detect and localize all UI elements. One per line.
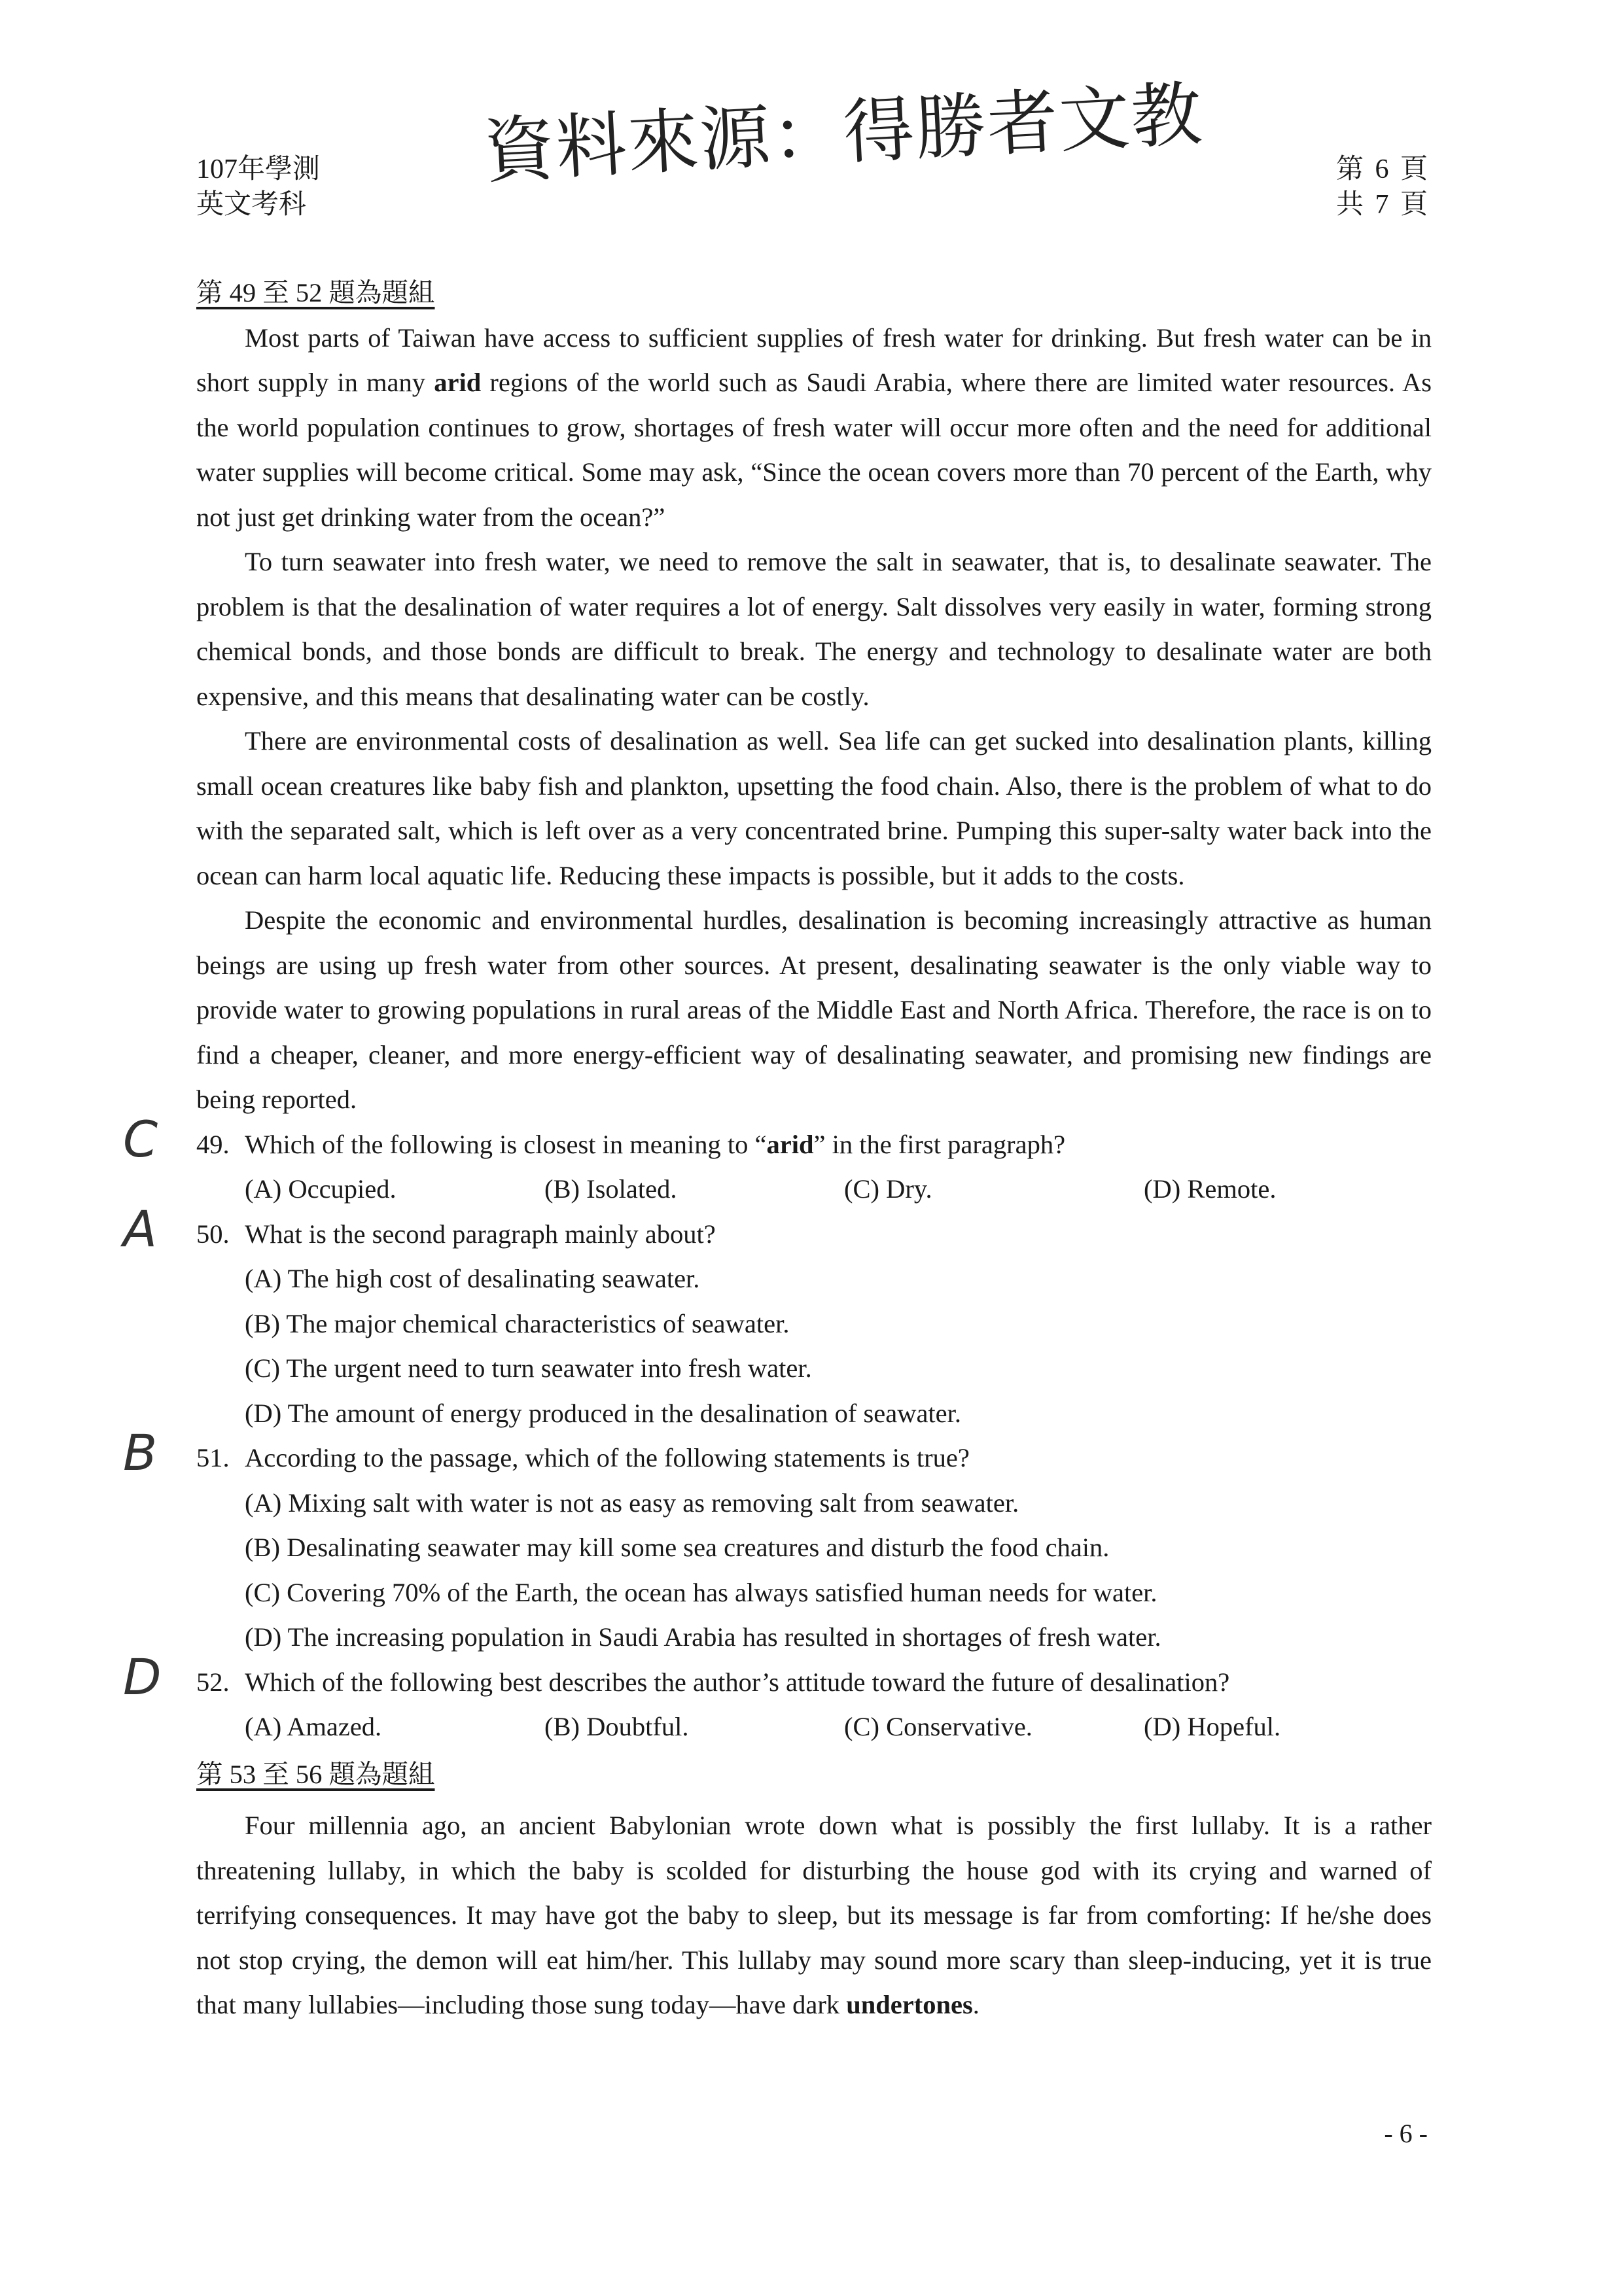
option-d: (D) Hopeful.	[1144, 1712, 1281, 1741]
option-b: (B) The major chemical characteristics of seawater.	[245, 1308, 790, 1338]
total-pages	[1336, 187, 1428, 222]
question-number: 50.	[196, 1219, 230, 1249]
passage-paragraph-4: Despite the economic and environmental hurdles, desalination is becoming increasingly attractive as human beings are using up fresh water from other sources. At present, desalinating seawater is the only viable way to provide water to growing populations in rural areas of the Middle East and North Africa. Therefore, the race is on to find a cheaper, cleaner, and more energy-efficient way of desalinating seawater, and promising new findings are being reported.	[196, 905, 1432, 1114]
exam-content	[123, 271, 1432, 2028]
option-b: (B) Doubtful.	[544, 1712, 689, 1741]
handwritten-answer: D	[123, 1647, 162, 1706]
exam-year-title: 107年學測	[196, 154, 321, 184]
passage-paragraph-lullaby: Four millennia ago, an ancient Babylonian wrote down what is possibly the first lullaby. It is a rather threatening lullaby, in which the baby is scolded for disturbing the house god with its crying and warned of terrifying consequences. It may have got the baby to sleep, but its message is far from comforting: If he/she does not stop crying, the demon will eat him/her. This lullaby may sound more scary than sleep-inducing, yet it is true that many lullabies—including those sung today—have dark undertones.	[196, 1811, 1432, 2019]
passage-paragraph-3: There are environmental costs of desalination as well. Sea life can get sucked into desalination plants, killing small ocean creatures like baby fish and plankton, upsetting the food chain. Also, there is the problem of what to do with the separated salt, which is left over as a very concentrated brine. Pumping this super-salty water back into the ocean can harm local aquatic life. Reducing these impacts is possible, but it adds to the costs.	[196, 726, 1432, 890]
page-label: 第	[1335, 154, 1364, 184]
page-label-suffix: 頁	[1400, 154, 1428, 184]
keyword-undertones: undertones	[846, 1990, 973, 2019]
total-label: 共	[1335, 190, 1364, 220]
keyword-arid: arid	[434, 368, 482, 397]
handwritten-answer: B	[123, 1423, 158, 1482]
option-a: (A) The high cost of desalinating seawater.	[245, 1264, 700, 1293]
question-49	[123, 1109, 1432, 1212]
question-stem: 51. According to the passage, which of the following statements is true?	[196, 1436, 1432, 1481]
question-number: 52.	[196, 1667, 230, 1697]
option-a: (A) Occupied.	[245, 1174, 397, 1204]
exam-subject: 英文考科	[196, 190, 307, 220]
option-a: (A) Mixing salt with water is not as easy as removing salt from seawater.	[245, 1487, 1019, 1518]
handwritten-answer: C	[123, 1109, 158, 1168]
handwritten-answer: A	[123, 1199, 157, 1258]
option-b: (B) Desalinating seawater may kill some sea creatures and disturb the food chain.	[245, 1533, 1110, 1562]
option-b: (B) Isolated.	[544, 1174, 677, 1204]
options-row	[196, 1167, 1432, 1212]
options-row	[196, 1705, 1432, 1750]
option-d: (D) The increasing population in Saudi Arabia has resulted in shortages of fresh water.	[245, 1622, 1161, 1652]
handwritten-source-note: 資料來源：得勝者文教	[482, 73, 1205, 193]
exam-header	[196, 152, 320, 222]
question-52	[123, 1647, 1432, 1750]
question-number: 49.	[196, 1129, 230, 1159]
option-a: (A) Amazed.	[245, 1712, 382, 1741]
question-50	[123, 1199, 1432, 1436]
page-number: 6	[1375, 154, 1389, 184]
total-label-suffix: 頁	[1400, 190, 1428, 220]
option-c: (C) Conservative.	[844, 1712, 1033, 1741]
current-page	[1336, 152, 1428, 187]
page-indicator	[1336, 152, 1428, 222]
passage-paragraph-2: To turn seawater into fresh water, we need to remove the salt in seawater, that is, to desalinate seawater. The problem is that the desalination of water requires a lot of energy. Salt dissolves very easily in water, forming strong chemical bonds, and those bonds are difficult to break. The energy and technology to desalinate water are both expensive, and this means that desalinating water can be costly.	[196, 547, 1432, 711]
group-title-49-52: 第 49 至 52 題為題組	[196, 278, 435, 307]
option-d: (D) Remote.	[1144, 1174, 1277, 1204]
passage-paragraph-1: Most parts of Taiwan have access to sufficient supplies of fresh water for drinking. But fresh water can be in short supply in many arid regions of the world such as Saudi Arabia, where there are limited water resources. As the world population continues to grow, shortages of fresh water will occur more often and the need for additional water supplies will become critical. Some may ask, “Since the ocean covers more than 70 percent of the Earth, why not just get drinking water from the ocean?”	[196, 322, 1432, 532]
total-number: 7	[1375, 190, 1389, 220]
question-stem: 50. What is the second paragraph mainly about?	[196, 1212, 1432, 1257]
option-d: (D) The amount of energy produced in the desalination of seawater.	[245, 1398, 962, 1428]
question-stem: 49. Which of the following is closest in meaning to “arid” in the first paragraph?	[196, 1122, 1432, 1168]
page-footer-marker: - 6 -	[1384, 2119, 1428, 2148]
option-c: (C) Covering 70% of the Earth, the ocean has always satisfied human needs for water.	[245, 1577, 1157, 1607]
question-stem: 52. Which of the following best describes the author’s attitude toward the future of desalination?	[196, 1660, 1432, 1705]
group-title-53-56: 第 53 至 56 題為題組	[196, 1759, 435, 1789]
option-c: (C) The urgent need to turn seawater into fresh water.	[245, 1353, 812, 1383]
option-c: (C) Dry.	[844, 1174, 932, 1204]
question-number: 51.	[196, 1443, 230, 1472]
question-51	[123, 1423, 1432, 1660]
